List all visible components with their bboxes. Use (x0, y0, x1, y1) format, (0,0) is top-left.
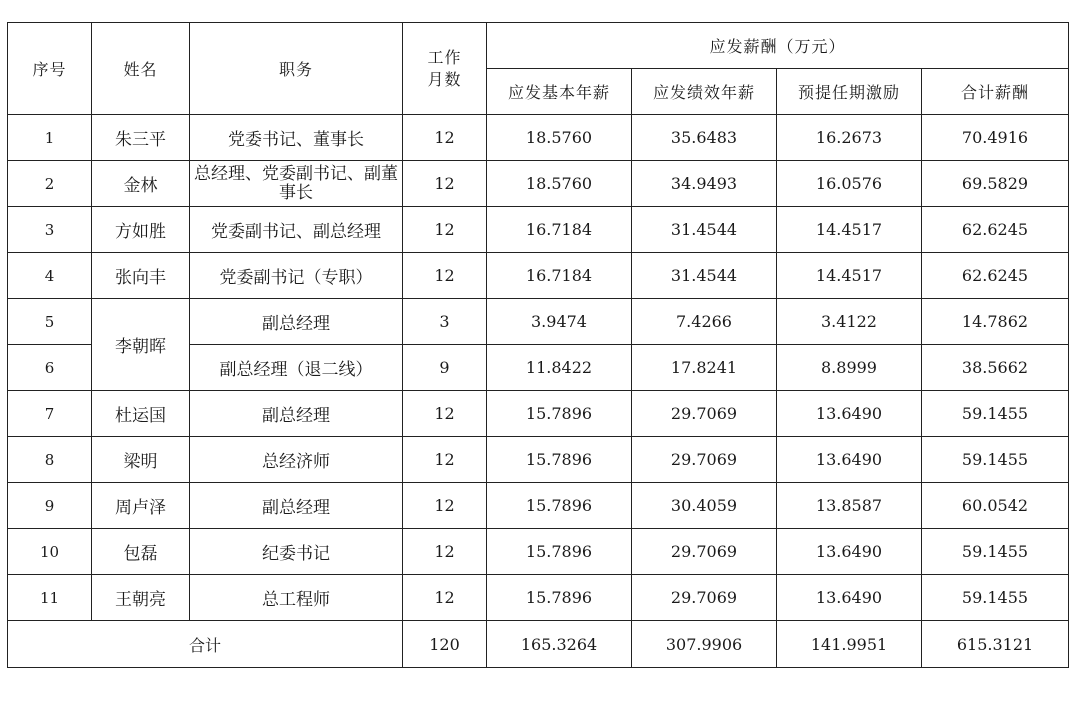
cell-performance: 7.4266 (632, 299, 777, 345)
cell-total: 60.0542 (922, 483, 1069, 529)
cell-incentive: 13.6490 (777, 391, 922, 437)
cell-seq: 3 (8, 207, 92, 253)
cell-name: 朱三平 (92, 115, 190, 161)
cell-seq: 11 (8, 575, 92, 621)
cell-performance: 34.9493 (632, 161, 777, 207)
cell-months: 12 (403, 529, 487, 575)
cell-name: 方如胜 (92, 207, 190, 253)
cell-basic: 15.7896 (487, 529, 632, 575)
table-row (8, 575, 1069, 621)
cell-total: 69.5829 (922, 161, 1069, 207)
header-months-line1: 工作 (427, 47, 462, 67)
cell-seq: 6 (8, 345, 92, 391)
cell-total: 59.1455 (922, 437, 1069, 483)
header-seq: 序号 (8, 23, 92, 115)
cell-position: 总经理、党委副书记、副董事长 (190, 161, 403, 207)
cell-performance: 29.7069 (632, 529, 777, 575)
cell-name: 张向丰 (92, 253, 190, 299)
cell-position: 副总经理 (190, 299, 403, 345)
cell-seq: 4 (8, 253, 92, 299)
cell-seq: 2 (8, 161, 92, 207)
cell-months: 12 (403, 483, 487, 529)
cell-seq: 10 (8, 529, 92, 575)
header-position: 职务 (190, 23, 403, 115)
cell-months: 12 (403, 575, 487, 621)
table-row (8, 299, 1069, 345)
cell-basic: 15.7896 (487, 483, 632, 529)
total-incentive: 141.9951 (777, 621, 922, 668)
cell-performance: 17.8241 (632, 345, 777, 391)
cell-performance: 30.4059 (632, 483, 777, 529)
cell-total: 38.5662 (922, 345, 1069, 391)
cell-position: 纪委书记 (190, 529, 403, 575)
cell-months: 12 (403, 207, 487, 253)
cell-performance: 29.7069 (632, 391, 777, 437)
cell-months: 9 (403, 345, 487, 391)
cell-position: 副总经理（退二线） (190, 345, 403, 391)
cell-name: 梁明 (92, 437, 190, 483)
cell-basic: 3.9474 (487, 299, 632, 345)
header-total: 合计薪酬 (922, 69, 1069, 115)
table-row (8, 483, 1069, 529)
cell-basic: 16.7184 (487, 253, 632, 299)
cell-total: 62.6245 (922, 253, 1069, 299)
cell-incentive: 3.4122 (777, 299, 922, 345)
table-row (8, 529, 1069, 575)
cell-performance: 35.6483 (632, 115, 777, 161)
total-label: 合计 (8, 621, 403, 668)
cell-seq: 9 (8, 483, 92, 529)
cell-seq: 8 (8, 437, 92, 483)
cell-basic: 15.7896 (487, 437, 632, 483)
cell-position: 副总经理 (190, 391, 403, 437)
cell-total: 14.7862 (922, 299, 1069, 345)
header-name: 姓名 (92, 23, 190, 115)
cell-position: 党委书记、董事长 (190, 115, 403, 161)
table-row (8, 391, 1069, 437)
cell-seq: 1 (8, 115, 92, 161)
header-basic: 应发基本年薪 (487, 69, 632, 115)
cell-performance: 29.7069 (632, 575, 777, 621)
cell-position: 副总经理 (190, 483, 403, 529)
cell-incentive: 14.4517 (777, 253, 922, 299)
salary-table (7, 22, 1069, 668)
cell-months: 3 (403, 299, 487, 345)
cell-incentive: 13.6490 (777, 529, 922, 575)
header-months (403, 23, 487, 115)
total-row (8, 621, 1069, 668)
cell-name: 金林 (92, 161, 190, 207)
cell-months: 12 (403, 253, 487, 299)
cell-basic: 15.7896 (487, 391, 632, 437)
cell-incentive: 13.6490 (777, 575, 922, 621)
cell-basic: 16.7184 (487, 207, 632, 253)
total-months: 120 (403, 621, 487, 668)
cell-incentive: 14.4517 (777, 207, 922, 253)
cell-incentive: 8.8999 (777, 345, 922, 391)
cell-seq: 7 (8, 391, 92, 437)
cell-total: 62.6245 (922, 207, 1069, 253)
header-salary-group: 应发薪酬（万元） (487, 23, 1069, 69)
cell-position: 党委副书记（专职） (190, 253, 403, 299)
cell-position: 总工程师 (190, 575, 403, 621)
cell-basic: 11.8422 (487, 345, 632, 391)
cell-basic: 18.5760 (487, 115, 632, 161)
cell-name: 王朝亮 (92, 575, 190, 621)
cell-incentive: 16.2673 (777, 115, 922, 161)
cell-months: 12 (403, 115, 487, 161)
cell-months: 12 (403, 437, 487, 483)
header-performance: 应发绩效年薪 (632, 69, 777, 115)
table-row (8, 207, 1069, 253)
cell-total: 70.4916 (922, 115, 1069, 161)
cell-seq: 5 (8, 299, 92, 345)
cell-performance: 29.7069 (632, 437, 777, 483)
cell-months: 12 (403, 391, 487, 437)
total-basic: 165.3264 (487, 621, 632, 668)
cell-name: 周卢泽 (92, 483, 190, 529)
cell-name: 杜运国 (92, 391, 190, 437)
cell-performance: 31.4544 (632, 207, 777, 253)
table-row (8, 437, 1069, 483)
cell-total: 59.1455 (922, 529, 1069, 575)
cell-incentive: 16.0576 (777, 161, 922, 207)
cell-months: 12 (403, 161, 487, 207)
total-performance: 307.9906 (632, 621, 777, 668)
cell-incentive: 13.8587 (777, 483, 922, 529)
cell-incentive: 13.6490 (777, 437, 922, 483)
cell-name: 包磊 (92, 529, 190, 575)
cell-basic: 15.7896 (487, 575, 632, 621)
cell-position: 党委副书记、副总经理 (190, 207, 403, 253)
cell-name: 李朝晖 (92, 299, 190, 391)
cell-total: 59.1455 (922, 575, 1069, 621)
total-total: 615.3121 (922, 621, 1069, 668)
cell-position: 总经济师 (190, 437, 403, 483)
header-incentive: 预提任期激励 (777, 69, 922, 115)
cell-total: 59.1455 (922, 391, 1069, 437)
cell-basic: 18.5760 (487, 161, 632, 207)
cell-performance: 31.4544 (632, 253, 777, 299)
table-row (8, 253, 1069, 299)
header-months-line2: 月数 (427, 69, 462, 89)
table-row (8, 115, 1069, 161)
table-row (8, 161, 1069, 207)
